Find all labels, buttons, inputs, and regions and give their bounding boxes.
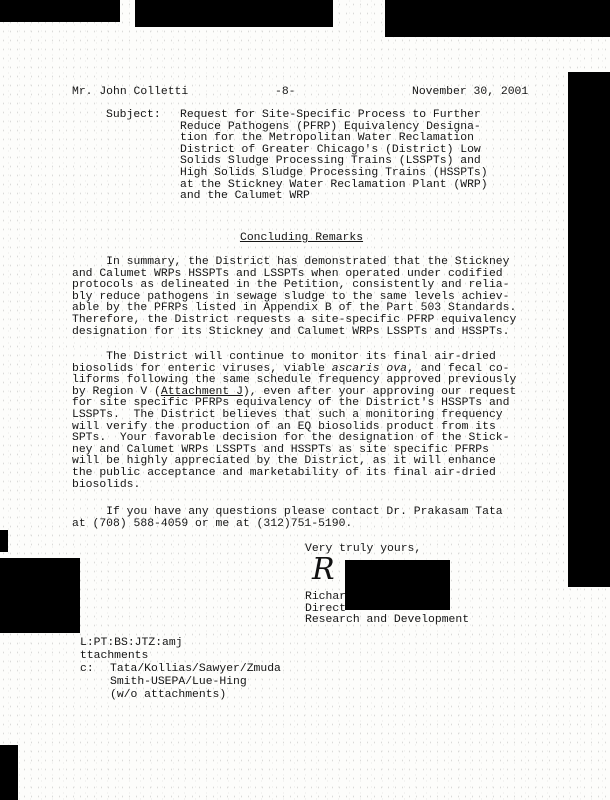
paragraph-line: The District will continue to monitor its final air-dried (72, 351, 496, 363)
letter-date: November 30, 2001 (412, 86, 529, 98)
paragraph-line: Therefore, the District requests a site-specific PFRP equivalency (72, 314, 517, 326)
redaction-left-block (0, 558, 80, 633)
redaction-top-center (135, 0, 333, 27)
subject-line: Reduce Pathogens (PFRP) Equivalency Designa- (180, 120, 481, 133)
paragraph-line: will verify the production of an EQ biosolids product from its (72, 420, 496, 433)
subject-line: High Solids Sludge Processing Trains (HSSPTs) (180, 167, 488, 179)
redaction-left-mark (0, 530, 8, 552)
paragraph-line: SPTs. Your favorable decision for the designation of the Stick- (72, 432, 510, 445)
cc-line: Tata/Kollias/Sawyer/Zmuda (110, 663, 281, 675)
reference-initials: L:PT:BS:JTZ:amj (80, 637, 183, 649)
page-number: -8- (275, 86, 296, 98)
closing-salutation: Very truly yours, (305, 543, 422, 555)
text-run: , and fecal co- (406, 362, 510, 375)
text-run: ), even after your approving our request (242, 385, 517, 398)
paragraph-line: protocols as delineated in the Petition, consistently and relia- (72, 279, 510, 292)
subject-line: tion for the Metropolitan Water Reclamation (180, 132, 474, 145)
paragraph-line: ney and Calumet WRPs LSSPTs and HSSPTs as site specific PFRPs (72, 443, 489, 456)
italic-term: ascaris ova (331, 362, 407, 375)
redaction-signature (345, 560, 450, 610)
signer-name: Richar (305, 591, 347, 603)
paragraph-line: If you have any questions please contact Dr. Prakasam Tata (72, 506, 503, 518)
text-run: by Region V ( (72, 385, 161, 398)
paragraph-line: and Calumet WRPs HSSPTs and LSSPTs when operated under codified (72, 267, 503, 280)
cc-line: Smith-USEPA/Lue-Hing (110, 676, 247, 688)
text-run: biosolids for enteric viruses, viable (72, 362, 332, 375)
paragraph-line: biosolids. (72, 478, 141, 491)
paragraph-line: able by the PFRPs listed in Appendix B of the Part 503 Standards. (72, 302, 517, 315)
cc-label: c: (80, 663, 94, 675)
paragraph-line: liforms following the same schedule frequency approved previously (72, 374, 517, 387)
redaction-bottom-left (0, 745, 18, 800)
paragraph-line: at (708) 588-4059 or me at (312)751-5190. (72, 517, 353, 530)
subject-line: District of Greater Chicago's (District) Low (180, 143, 481, 156)
paragraph-line: In summary, the District has demonstrated that the Stickney (72, 256, 510, 268)
subject-line: Solids Sludge Processing Trains (LSSPTs) and (180, 155, 481, 168)
paragraph-line: designation for its Stickney and Calumet WRPs LSSPTs and HSSPTs. (72, 325, 510, 338)
paragraph-line: LSSPTs. The District believes that such a monitoring frequency (72, 409, 503, 421)
recipient-name: Mr. John Colletti (72, 86, 189, 98)
paragraph-line: for site specific PFRPs equivalency of the District's HSSPTs and (72, 397, 510, 410)
signature: R (312, 552, 335, 587)
attachment-reference: Attachment J (160, 385, 243, 398)
subject-line: Request for Site-Specific Process to Further (180, 109, 481, 121)
attachments-note: ttachments (80, 650, 149, 662)
paragraph-line: will be highly appreciated by the District, as it will enhance (72, 455, 496, 468)
signer-department: Research and Development (305, 614, 470, 627)
subject-line: at the Stickney Water Reclamation Plant (WRP) (180, 178, 488, 191)
paragraph-line: bly reduce pathogens in sewage sludge to the same levels achiev- (72, 290, 510, 303)
subject-label: Subject: (106, 109, 161, 121)
subject-line: and the Calumet WRP (180, 190, 310, 203)
paragraph-line: the public acceptance and marketability of its final air-dried (72, 467, 496, 479)
redaction-top-right (385, 0, 610, 37)
redaction-right-strip (568, 72, 610, 587)
cc-line: (w/o attachments) (110, 689, 227, 701)
redaction-top-left (0, 0, 120, 22)
signer-title: Direct (305, 602, 347, 615)
section-heading: Concluding Remarks (240, 232, 364, 244)
